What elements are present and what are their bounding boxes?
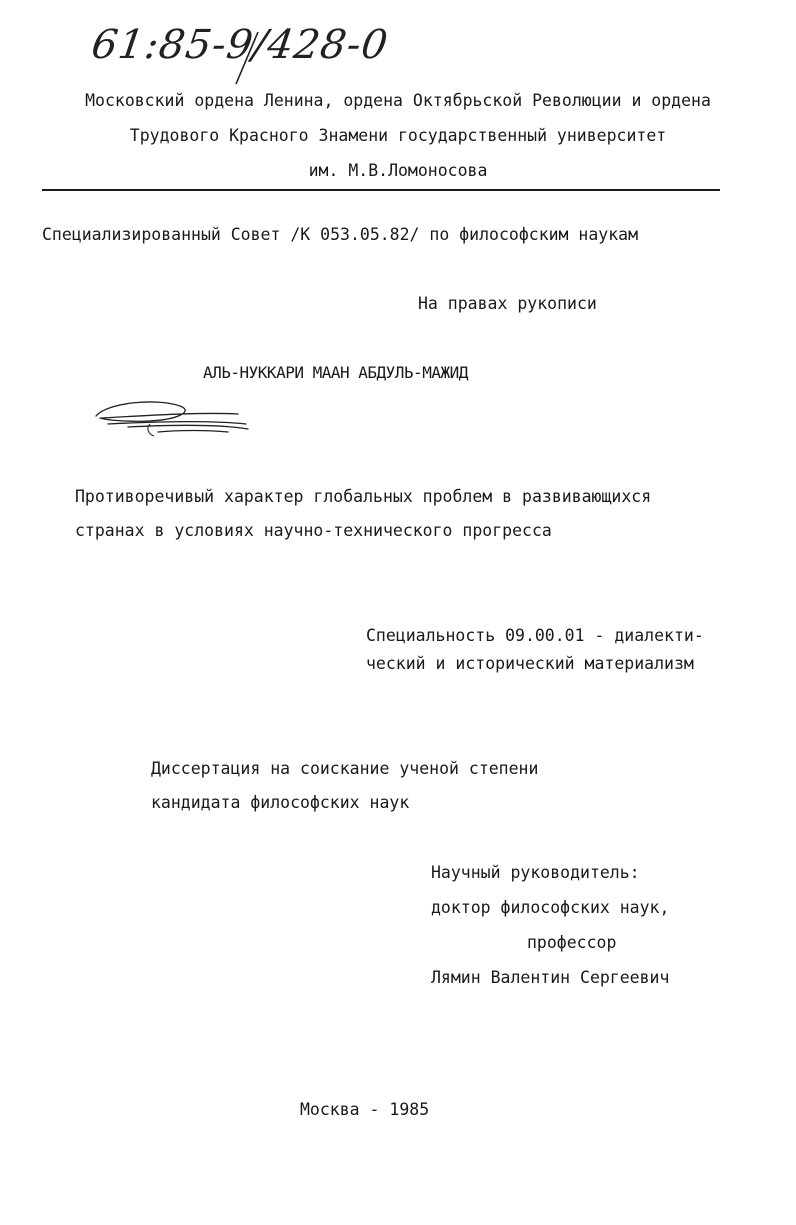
supervisor-degree: доктор философских наук,: [431, 898, 670, 917]
supervisor-rank: профессор: [527, 933, 617, 952]
university-line-3: им. М.В.Ломоносова: [308, 161, 488, 180]
author-signature: [88, 394, 258, 444]
specialty-line-1: Специальность 09.00.01 - диалекти-: [366, 626, 704, 645]
archive-number-handwritten: 61:85-9/428-0: [88, 22, 392, 68]
place-and-year: Москва - 1985: [300, 1100, 430, 1119]
dissertation-title-line-2: странах в условиях научно-технического прогресса: [75, 521, 552, 540]
specialized-council: Специализированный Совет /К 053.05.82/ по философским наукам: [42, 225, 639, 244]
degree-line-2: кандидата философских наук: [151, 793, 410, 812]
university-line-1: Московский ордена Ленина, ордена Октябрьской Революции и ордена: [85, 91, 711, 110]
dissertation-title-line-1: Противоречивый характер глобальных проблем в развивающихся: [75, 487, 652, 506]
university-line-2: Трудового Красного Знамени государственный университет: [129, 126, 667, 145]
degree-line-1: Диссертация на соискание ученой степени: [151, 759, 539, 778]
author-name: АЛЬ-НУККАРИ МААН АБДУЛЬ-МАЖИД: [203, 363, 468, 382]
manuscript-rights: На правах рукописи: [418, 294, 597, 313]
header-divider: [42, 189, 720, 191]
supervisor-name: Лямин Валентин Сергеевич: [431, 968, 670, 987]
specialty-line-2: ческий и исторический материализм: [366, 654, 694, 673]
archive-number-slash-mark: [228, 30, 268, 86]
supervisor-heading: Научный руководитель:: [431, 863, 640, 882]
